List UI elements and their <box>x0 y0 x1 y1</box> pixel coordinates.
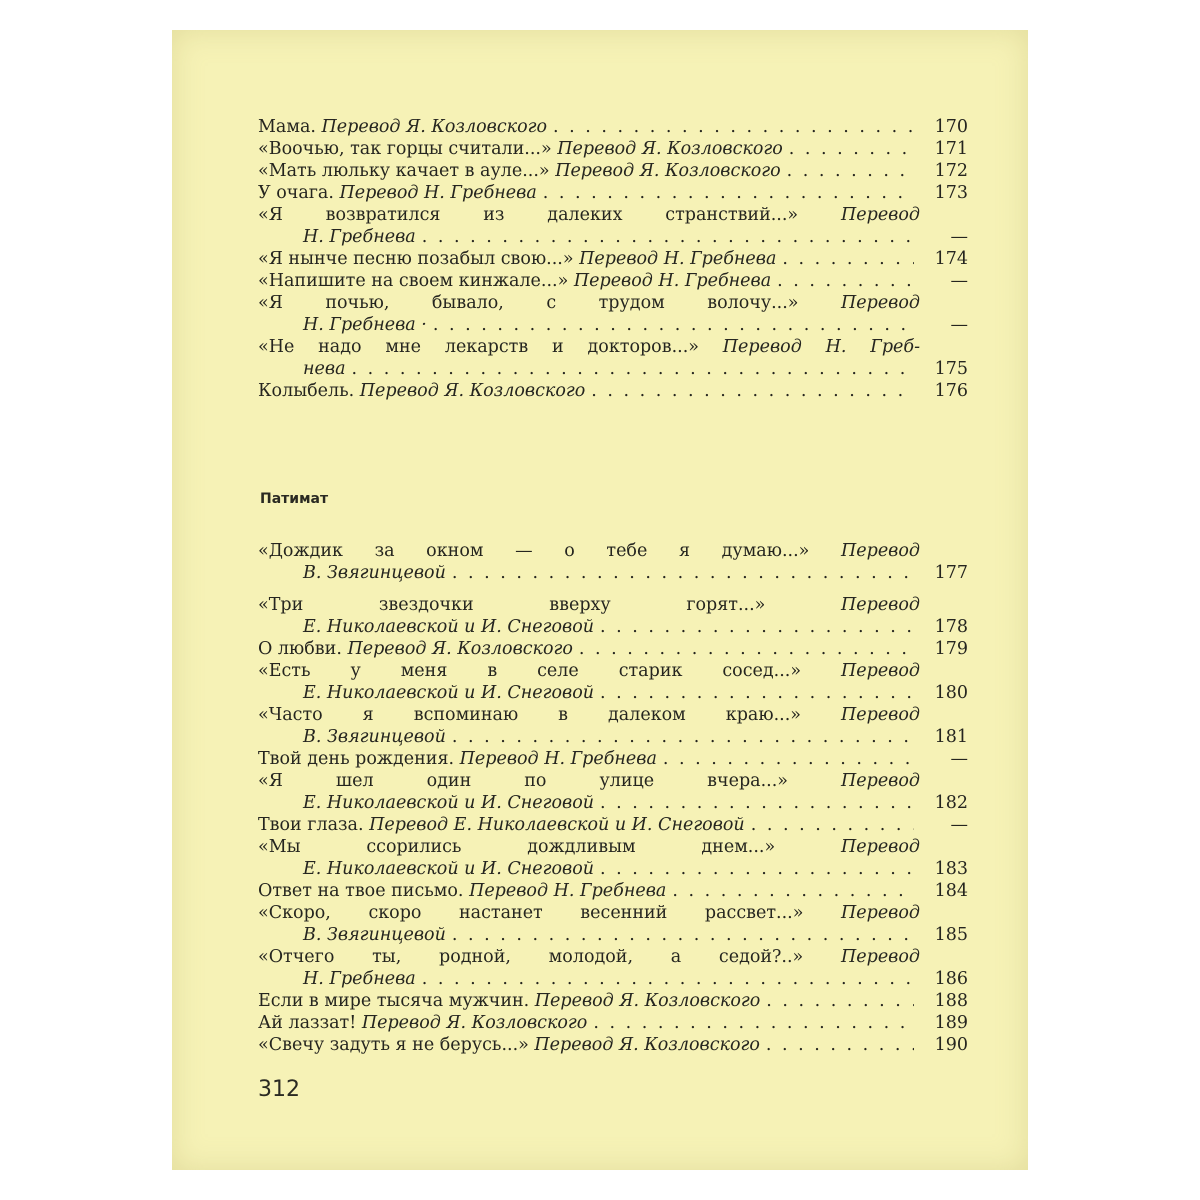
entry-continuation <box>303 792 594 814</box>
entry-translator: Перевод Я. Козловского <box>347 639 573 659</box>
leader-dots <box>452 726 914 748</box>
entry-page-number: — <box>950 749 968 769</box>
entry-page-number: 182 <box>934 793 968 813</box>
entry-page-number: — <box>950 315 968 335</box>
toc-entry <box>258 1034 968 1056</box>
leader-dots <box>782 248 914 270</box>
entry-continuation <box>303 616 594 638</box>
entry-translator: Перевод Н. Гребнева <box>469 881 667 901</box>
entry-title: Мама. Перевод Я. Козловского <box>258 117 547 137</box>
entry-page-number: 183 <box>934 859 968 879</box>
entry-page-number: — <box>950 271 968 291</box>
entry-translator: Перевод Я. Козловского <box>534 991 761 1011</box>
entry-translator: Перевод <box>841 947 920 967</box>
entry-page-number: 176 <box>934 381 968 401</box>
toc-entry <box>258 270 968 292</box>
leader-dots <box>600 792 914 814</box>
toc-entry <box>258 380 968 402</box>
entry-title: У очага. Перевод Н. Гребнева <box>258 183 537 203</box>
entry-title: «Отчего ты, родной, молодой, а седой?..» Перевод <box>258 947 920 967</box>
leader-dots <box>751 814 914 836</box>
leader-dots <box>600 616 914 638</box>
toc-entry <box>258 116 968 138</box>
leader-dots <box>452 924 914 946</box>
entry-continuation <box>303 858 594 880</box>
book-page <box>172 30 1028 1170</box>
leader-dots <box>422 226 914 248</box>
entry-title: «Напишите на своем кинжале...» Перевод Н. Гребнева <box>258 271 772 291</box>
entry-translator: Перевод Н. Гребнева <box>579 249 777 269</box>
toc-entry <box>258 336 968 380</box>
entry-translator: Перевод Н. Греб- <box>722 337 920 357</box>
entry-title: «Я шел один по улице вчера...» Перевод <box>258 771 920 791</box>
entry-translator: Перевод Я. Козловского <box>557 139 783 159</box>
entry-page-number: 170 <box>934 117 968 137</box>
leader-dots <box>579 638 914 660</box>
entry-title: «Воочью, так горцы считали...» Перевод Я. Козловского <box>258 139 783 159</box>
entry-translator: Е. Николаевской и И. Снеговой <box>303 683 595 703</box>
entry-translator: Перевод <box>841 837 920 857</box>
section-title: Патимат <box>260 491 329 507</box>
leader-dots <box>600 682 914 704</box>
entry-page-number: 173 <box>934 183 968 203</box>
leader-dots <box>543 182 914 204</box>
toc-entry <box>258 594 968 638</box>
toc-entry <box>258 814 968 836</box>
entry-title: Твои глаза. Перевод Е. Николаевской и И. Снеговой <box>258 815 745 835</box>
toc-entry <box>258 902 968 946</box>
entry-title: «Дождик за окном — о тебе я думаю...» Перевод <box>258 541 920 561</box>
entry-page-number: — <box>950 815 968 835</box>
leader-dots <box>591 380 914 402</box>
leader-dots <box>777 270 914 292</box>
leader-dots <box>593 1012 914 1034</box>
entry-page-number: 181 <box>934 727 968 747</box>
entry-title: «Мы ссорились дождливым днем...» Перевод <box>258 837 920 857</box>
entry-translator: Перевод <box>841 541 920 561</box>
leader-dots <box>553 116 914 138</box>
entry-continuation <box>303 358 346 380</box>
entry-translator: В. Звягинцевой <box>303 925 446 945</box>
toc-entry <box>258 138 968 160</box>
entry-title: О любви. Перевод Я. Козловского <box>258 639 573 659</box>
entry-page-number: 188 <box>934 991 968 1011</box>
leader-dots <box>663 748 914 770</box>
entry-translator: Н. Гребнева <box>303 969 416 989</box>
toc-entry <box>258 1012 968 1034</box>
entry-title: «Скоро, скоро настанет весенний рассвет...» Перевод <box>258 903 920 923</box>
entry-continuation <box>303 314 427 336</box>
entry-translator: Е. Николаевской и И. Снеговой <box>303 859 595 879</box>
entry-title: Если в мире тысяча мужчин. Перевод Я. Козловского <box>258 991 761 1011</box>
entry-continuation <box>303 562 446 584</box>
entry-page-number: 177 <box>934 563 968 583</box>
page-number: 312 <box>258 1077 300 1102</box>
toc-entry <box>258 704 968 748</box>
toc-entry <box>258 770 968 814</box>
entry-title: «Я возвратился из далеких странствий...» Перевод <box>258 205 920 225</box>
entry-title: Ответ на твое письмо. Перевод Н. Гребнева <box>258 881 667 901</box>
entry-page-number: 172 <box>934 161 968 181</box>
toc-entry <box>258 836 968 880</box>
entry-continuation <box>303 726 446 748</box>
entry-title: «Есть у меня в селе старик сосед...» Перевод <box>258 661 920 681</box>
entry-page-number: 185 <box>934 925 968 945</box>
entry-page-number: 179 <box>934 639 968 659</box>
entry-translator: Перевод <box>841 595 920 615</box>
entry-title: «Три звездочки вверху горят...» Перевод <box>258 595 920 615</box>
entry-continuation <box>303 924 446 946</box>
entry-translator: Перевод Я. Козловского <box>534 1035 760 1055</box>
leader-dots <box>422 968 914 990</box>
entry-translator: Перевод <box>841 293 920 313</box>
leader-dots <box>452 562 914 584</box>
entry-translator: Перевод <box>841 661 920 681</box>
toc-entry <box>258 880 968 902</box>
toc-entry <box>258 990 968 1012</box>
entry-translator: Перевод <box>841 771 920 791</box>
entry-page-number: — <box>950 227 968 247</box>
toc-entry <box>258 248 968 270</box>
entry-title: «Мать люльку качает в ауле...» Перевод Я. Козловского <box>258 161 781 181</box>
leader-dots <box>352 358 914 380</box>
toc-entry <box>258 638 968 660</box>
leader-dots <box>433 314 914 336</box>
entry-continuation <box>303 682 594 704</box>
entry-translator: В. Звягинцевой <box>303 563 446 583</box>
entry-page-number: 184 <box>934 881 968 901</box>
entry-translator: Н. Гребнева <box>303 227 416 247</box>
entry-translator: Перевод Н. Гребнева <box>339 183 537 203</box>
entry-page-number: 175 <box>934 359 968 379</box>
entry-translator: Перевод Я. Козловского <box>321 117 547 137</box>
entry-translator: Е. Николаевской и И. Снеговой <box>303 793 595 813</box>
entry-translator: Перевод Я. Козловского <box>361 1013 588 1033</box>
leader-dots <box>789 138 914 160</box>
toc-entry <box>258 660 968 704</box>
entry-page-number: 189 <box>934 1013 968 1033</box>
toc-block-patimat <box>258 540 968 1056</box>
toc-entry <box>258 160 968 182</box>
entry-title: Твой день рождения. Перевод Н. Гребнева <box>258 749 657 769</box>
entry-title: «Я почью, бывало, с трудом волочу...» Перевод <box>258 293 920 313</box>
entry-translator: Перевод Н. Гребнева <box>459 749 657 769</box>
leader-dots <box>766 1034 914 1056</box>
entry-page-number: 178 <box>934 617 968 637</box>
entry-page-number: 171 <box>934 139 968 159</box>
leader-dots <box>672 880 914 902</box>
entry-page-number: 190 <box>934 1035 968 1055</box>
toc-entry <box>258 946 968 990</box>
entry-page-number: 186 <box>934 969 968 989</box>
entry-translator: Перевод <box>841 705 920 725</box>
toc-block-upper <box>258 116 968 402</box>
entry-page-number: 180 <box>934 683 968 703</box>
toc-entry <box>258 204 968 248</box>
entry-title: «Часто я вспоминаю в далеком краю...» Перевод <box>258 705 920 725</box>
toc-entry <box>258 292 968 336</box>
entry-title: «Не надо мне лекарств и докторов...» Перевод Н. Греб- <box>258 337 920 357</box>
entry-title: Ай лаззат! Перевод Я. Козловского <box>258 1013 588 1033</box>
entry-translator: Перевод Я. Козловского <box>359 381 586 401</box>
entry-page-number: 174 <box>934 249 968 269</box>
leader-dots <box>787 160 914 182</box>
toc-entry <box>258 182 968 204</box>
entry-title: Колыбель. Перевод Я. Козловского <box>258 381 586 401</box>
entry-continuation <box>303 226 416 248</box>
entry-translator: Е. Николаевской и И. Снеговой <box>303 617 595 637</box>
entry-translator: Перевод Е. Николаевской и И. Снеговой <box>369 815 745 835</box>
leader-dots <box>766 990 914 1012</box>
toc-entry <box>258 748 968 770</box>
entry-translator: Перевод Я. Козловского <box>555 161 781 181</box>
leader-dots <box>600 858 914 880</box>
entry-translator: Перевод <box>841 205 920 225</box>
toc-entry <box>258 540 968 584</box>
entry-translator: нева <box>303 359 346 379</box>
entry-translator: В. Звягинцевой <box>303 727 446 747</box>
entry-continuation <box>303 968 416 990</box>
entry-title: «Я нынче песню позабыл свою...» Перевод Н. Гребнева <box>258 249 777 269</box>
entry-translator: Перевод <box>841 903 920 923</box>
entry-translator: Н. Гребнева · <box>303 315 427 335</box>
entry-title: «Свечу задуть я не берусь...» Перевод Я. Козловского <box>258 1035 760 1055</box>
entry-translator: Перевод Н. Гребнева <box>573 271 772 291</box>
